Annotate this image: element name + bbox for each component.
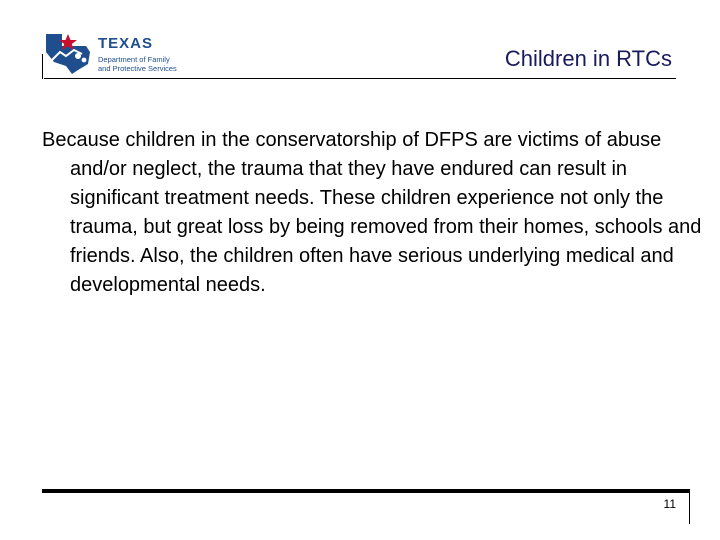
footer-divider	[42, 489, 690, 493]
slide-body-text: Because children in the conservatorship of DFPS are victims of abuse and/or neglect, the trauma that they have endured can result in significant treatment needs. These children experience not only the trauma, but great loss by being removed from their homes, schools and friends. Also, the children often have serious underlying medical and developmental needs.	[42, 129, 702, 296]
footer-divider-tick	[689, 489, 690, 524]
page-number: 11	[663, 497, 676, 511]
header-divider-tick	[42, 54, 43, 79]
texas-map-icon	[42, 30, 98, 76]
logo-line-1: Department of Family	[98, 55, 170, 64]
header-divider	[44, 78, 676, 79]
logo-name: TEXAS	[98, 35, 154, 52]
slide-title: Children in RTCs	[504, 46, 672, 71]
dfps-logo	[42, 30, 187, 80]
logo-line-2: and Protective Services	[98, 64, 177, 73]
